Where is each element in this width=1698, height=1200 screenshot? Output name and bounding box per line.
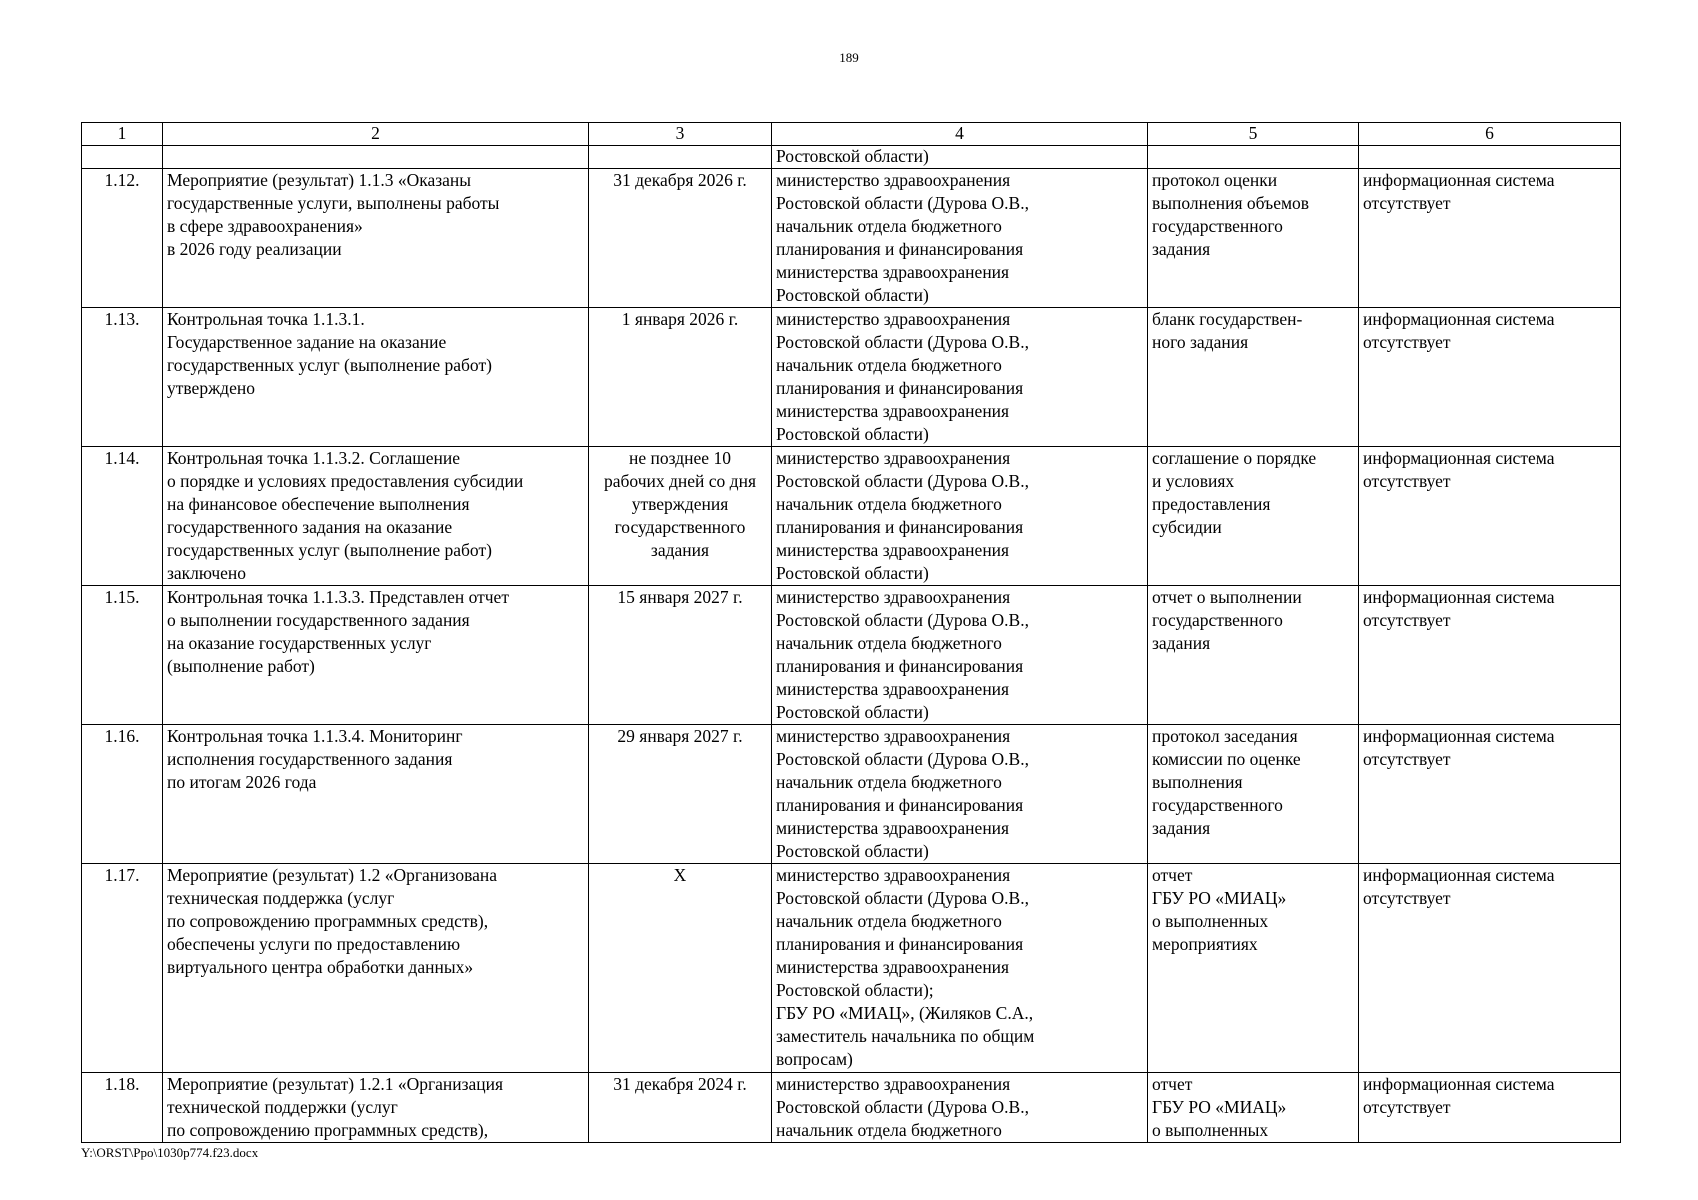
row-number-cell: 1.12. [82,169,163,308]
row-system-cell: информационная система отсутствует [1359,864,1621,1073]
table-header-row [82,123,1621,146]
row-name-cell: Мероприятие (результат) 1.2.1 «Организация технической поддержки (услуг по сопровождению программных средств), [163,1073,589,1143]
row-responsible-cell: министерство здравоохранения Ростовской области (Дурова О.В., начальник отдела бюджетного планирования и финансирования министерства здравоохранения Ростовской области); ГБУ РО «МИАЦ», (Жиляков С.А., заместитель начальника по общим вопросам) [772,864,1148,1073]
row-name-cell: Контрольная точка 1.1.3.1. Государственное задание на оказание государственных услуг (выполнение работ) утверждено [163,308,589,447]
row-system-cell [1359,146,1621,169]
table-row [82,169,1621,308]
table-row [82,447,1621,586]
row-system-cell: информационная система отсутствует [1359,308,1621,447]
row-date-cell [589,146,772,169]
header-cell: 2 [163,123,589,146]
page-number: 189 [839,50,859,65]
row-system-cell: информационная система отсутствует [1359,725,1621,864]
row-system-cell: информационная система отсутствует [1359,169,1621,308]
row-document-cell: протокол заседания комиссии по оценке выполнения государственного задания [1148,725,1359,864]
row-date-cell: 31 декабря 2024 г. [589,1073,772,1143]
row-responsible-cell: министерство здравоохранения Ростовской области (Дурова О.В., начальник отдела бюджетного планирования и финансирования министерства здравоохранения Ростовской области) [772,447,1148,586]
row-number-cell: 1.14. [82,447,163,586]
row-date-cell: 15 января 2027 г. [589,586,772,725]
row-name-cell: Мероприятие (результат) 1.1.3 «Оказаны государственные услуги, выполнены работы в сфере здравоохранения» в 2026 году реализации [163,169,589,308]
plan-table [81,122,1621,1143]
row-system-cell: информационная система отсутствует [1359,447,1621,586]
header-cell: 3 [589,123,772,146]
row-document-cell: бланк государствен- ного задания [1148,308,1359,447]
row-number-cell: 1.17. [82,864,163,1073]
row-document-cell: отчет о выполнении государственного задания [1148,586,1359,725]
header-cell: 5 [1148,123,1359,146]
row-document-cell: отчет ГБУ РО «МИАЦ» о выполненных [1148,1073,1359,1143]
row-responsible-cell: министерство здравоохранения Ростовской области (Дурова О.В., начальник отдела бюджетного [772,1073,1148,1143]
row-responsible-cell: министерство здравоохранения Ростовской области (Дурова О.В., начальник отдела бюджетного планирования и финансирования министерства здравоохранения Ростовской области) [772,586,1148,725]
row-number-cell: 1.18. [82,1073,163,1143]
row-responsible-cell: министерство здравоохранения Ростовской области (Дурова О.В., начальник отдела бюджетного планирования и финансирования министерства здравоохранения Ростовской области) [772,169,1148,308]
table-row-continuation [82,146,1621,169]
header-cell: 4 [772,123,1148,146]
row-document-cell: соглашение о порядке и условиях предоставления субсидии [1148,447,1359,586]
footer-file-path: Y:\ORST\Ppo\1030p774.f23.docx [81,1145,259,1160]
row-document-cell: отчет ГБУ РО «МИАЦ» о выполненных мероприятиях [1148,864,1359,1073]
table-row [82,586,1621,725]
table-row [82,1073,1621,1143]
row-number-cell [82,146,163,169]
table-row [82,308,1621,447]
row-responsible-cell: министерство здравоохранения Ростовской области (Дурова О.В., начальник отдела бюджетного планирования и финансирования министерства здравоохранения Ростовской области) [772,725,1148,864]
header-cell: 6 [1359,123,1621,146]
row-date-cell: Х [589,864,772,1073]
header-cell: 1 [82,123,163,146]
table-row [82,725,1621,864]
row-system-cell: информационная система отсутствует [1359,1073,1621,1143]
row-system-cell: информационная система отсутствует [1359,586,1621,725]
row-date-cell: 29 января 2027 г. [589,725,772,864]
row-date-cell: 1 января 2026 г. [589,308,772,447]
row-name-cell: Мероприятие (результат) 1.2 «Организована техническая поддержка (услуг по сопровождению программных средств), обеспечены услуги по предоставлению виртуального центра обработки данных» [163,864,589,1073]
table-row [82,864,1621,1073]
row-number-cell: 1.13. [82,308,163,447]
row-name-cell [163,146,589,169]
row-name-cell: Контрольная точка 1.1.3.2. Соглашение о порядке и условиях предоставления субсидии на финансовое обеспечение выполнения государственного задания на оказание государственных услуг (выполнение работ) заключено [163,447,589,586]
row-date-cell: 31 декабря 2026 г. [589,169,772,308]
row-document-cell: протокол оценки выполнения объемов государственного задания [1148,169,1359,308]
row-responsible-cell: министерство здравоохранения Ростовской области (Дурова О.В., начальник отдела бюджетного планирования и финансирования министерства здравоохранения Ростовской области) [772,308,1148,447]
row-date-cell: не позднее 10 рабочих дней со дня утверждения государственного задания [589,447,772,586]
row-number-cell: 1.15. [82,586,163,725]
row-name-cell: Контрольная точка 1.1.3.4. Мониторинг исполнения государственного задания по итогам 2026 года [163,725,589,864]
row-document-cell [1148,146,1359,169]
row-name-cell: Контрольная точка 1.1.3.3. Представлен отчет о выполнении государственного задания на оказание государственных услуг (выполнение работ) [163,586,589,725]
row-number-cell: 1.16. [82,725,163,864]
row-responsible-cell: Ростовской области) [772,146,1148,169]
